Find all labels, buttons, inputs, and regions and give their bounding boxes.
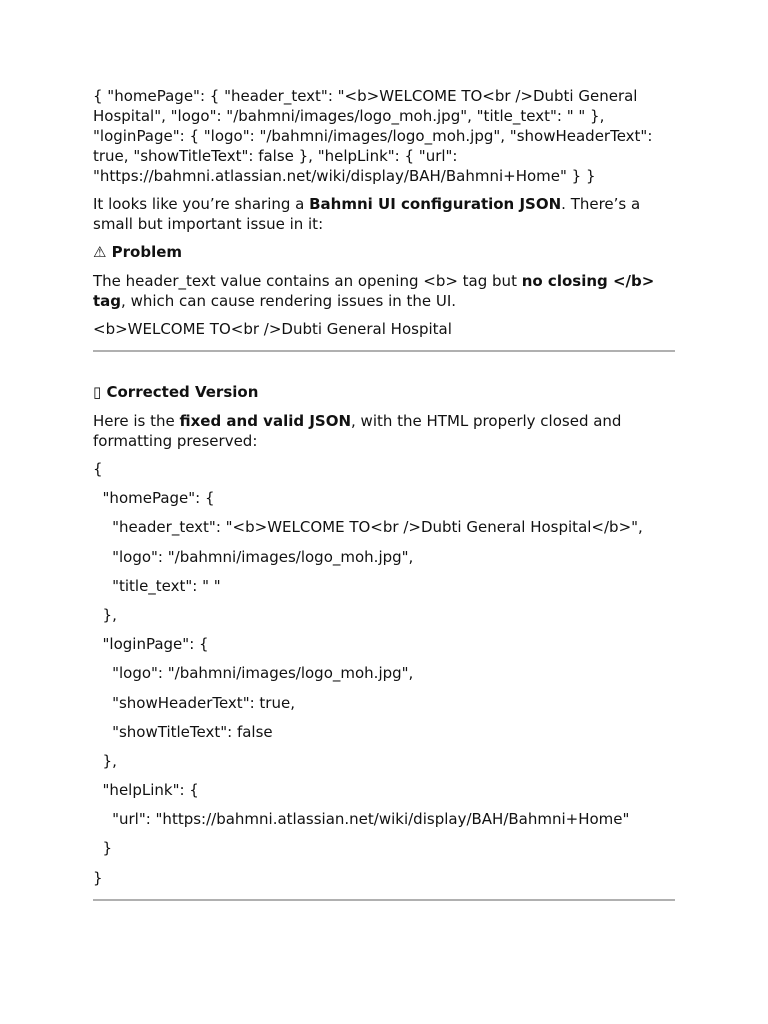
code-line: "logo": "/bahmni/images/logo_moh.jpg", bbox=[93, 547, 414, 566]
corrected-paragraph bbox=[93, 411, 675, 451]
code-line: "url": "https://bahmni.atlassian.net/wiki/display/BAH/Bahmni+Home" bbox=[93, 810, 630, 829]
problem-text-bold: no closing </b> tag bbox=[93, 272, 655, 310]
code-line: "loginPage": { bbox=[93, 635, 209, 654]
code-line: "helpLink": { bbox=[93, 781, 199, 800]
code-line: "showTitleText": false bbox=[93, 722, 273, 741]
problem-text-prefix: The header_text value contains an opening <b> tag but bbox=[93, 272, 522, 290]
problem-text-suffix: , which can cause rendering issues in the UI. bbox=[121, 292, 457, 310]
document-page bbox=[93, 86, 675, 901]
intro-json-text: { "homePage": { "header_text": "<b>WELCOME TO<br />Dubti General Hospital", "logo": "/bahmni/images/logo_moh.jpg", "title_text": " " }, "loginPage": { "logo": "/bahmni/images/logo_moh.jpg", "showHeaderText": true, "showTitleText": false }, "helpLink": { "url": "https://bahmni.atlassian.net/wiki/display/BAH/Bahmni+Home" } } bbox=[93, 87, 653, 185]
code-line: "header_text": "<b>WELCOME TO<br />Dubti General Hospital</b>", bbox=[93, 518, 643, 537]
lead-paragraph bbox=[93, 194, 675, 234]
corrected-text-prefix: Here is the bbox=[93, 412, 180, 430]
divider bbox=[93, 350, 675, 352]
code-line: } bbox=[93, 839, 113, 858]
code-line: "homePage": { bbox=[93, 489, 215, 508]
problem-heading: ⚠ Problem bbox=[93, 243, 183, 261]
problem-paragraph bbox=[93, 271, 675, 311]
problem-snippet: <b>WELCOME TO<br />Dubti General Hospital bbox=[93, 320, 452, 338]
code-line: }, bbox=[93, 605, 117, 624]
lead-bold: Bahmni UI configuration JSON bbox=[309, 195, 562, 213]
corrected-text-suffix: , with the HTML properly closed and formatting preserved: bbox=[93, 412, 622, 450]
code-line: }, bbox=[93, 751, 117, 770]
code-line: "showHeaderText": true, bbox=[93, 693, 295, 712]
code-line: "title_text": " " bbox=[93, 576, 221, 595]
lead-prefix: It looks like you’re sharing a bbox=[93, 195, 310, 213]
code-line: { bbox=[93, 460, 103, 478]
divider bbox=[93, 899, 675, 901]
code-line: } bbox=[93, 868, 103, 887]
code-line: "logo": "/bahmni/images/logo_moh.jpg", bbox=[93, 664, 414, 683]
corrected-text-bold: fixed and valid JSON bbox=[179, 412, 352, 430]
lead-suffix: . There’s a small but important issue in it: bbox=[93, 195, 641, 233]
code-block bbox=[93, 459, 675, 888]
corrected-heading: ▯ Corrected Version bbox=[93, 383, 259, 401]
